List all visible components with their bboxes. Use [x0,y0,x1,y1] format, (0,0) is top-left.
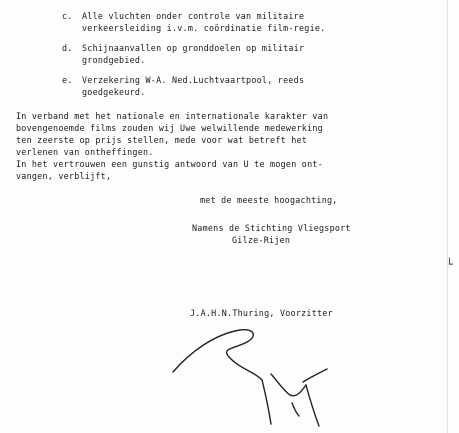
list-item-e-line-2: goedgekeurd. [82,87,146,97]
signature-stroke-loop [173,330,262,380]
list-item-d-line-2: grondgebied. [82,55,146,65]
body-line-3: ten zeerste op prijs stellen, mede voor wat betreft het [16,135,308,145]
sender-line-1: Namens de Stichting Vliegsport [192,223,351,233]
body-line-4: verlenen van ontheffingen. [16,147,154,157]
sender-line-2: Gilze-Rijen [232,235,291,245]
body-line-6: vangen, verblijft, [16,171,112,181]
list-marker-d: d. [62,43,73,53]
signature-stroke-hook [292,403,299,416]
body-line-1: In verband met het nationale en internationale karakter van [16,111,329,121]
signature-stroke-cross [303,369,327,382]
body-line-5: In het vertrouwen een gunstig antwoord van U te mogen ont- [16,159,323,169]
list-item-e-line-1: Verzekering W-A. Ned.Luchtvaartpool, reeds [82,75,305,85]
closing-line: met de meeste hoogachting, [200,195,338,205]
list-item-d-line-1: Schijnaanvallen op gronddoelen op militair [82,43,305,53]
list-item-c-line-1: Alle vluchten onder controle van militaire [82,11,305,21]
list-marker-c: c. [62,11,73,21]
signatory-line: J.A.H.N.Thuring, Voorzitter [190,308,333,318]
signature-stroke-down [262,380,271,424]
signature-stroke-tail [306,385,319,426]
signature-stroke-hump [271,374,306,396]
body-line-2: bovengenoemde films zouden wij Uwe welwillende medewerking [16,123,323,133]
list-marker-e: e. [62,75,73,85]
list-item-c-line-2: verkeersleiding i.v.m. coördinatie film-regie. [82,23,326,33]
margin-mark: └ [446,258,453,271]
